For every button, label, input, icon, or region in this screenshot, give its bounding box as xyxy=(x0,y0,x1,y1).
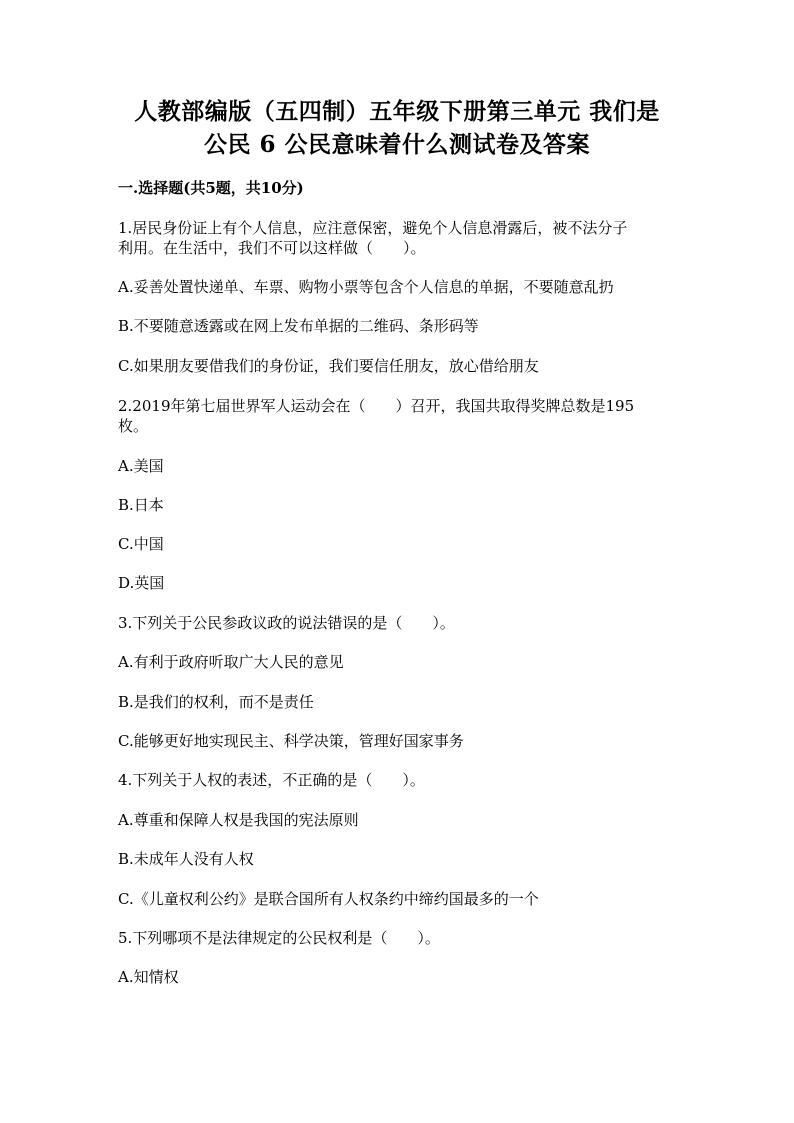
question-1-option-b: B.不要随意透露或在网上发布单据的二维码、条形码等 xyxy=(118,317,479,335)
question-3-option-b: B.是我们的权利，而不是责任 xyxy=(118,693,314,711)
document-title-line-1: 人教部编版（五四制）五年级下册第三单元 我们是 xyxy=(134,98,660,125)
question-2-option-b: B.日本 xyxy=(118,496,164,514)
question-4-option-a: A.尊重和保障人权是我国的宪法原则 xyxy=(118,811,359,829)
question-2-stem-line-2: 枚。 xyxy=(118,417,149,435)
question-2-option-a: A.美国 xyxy=(118,457,164,475)
question-3-option-a: A.有利于政府听取广大人民的意见 xyxy=(118,653,344,671)
question-2-stem-line-1: 2.2019年第七届世界军人运动会在（ ）召开，我国共取得奖牌总数是195 xyxy=(118,397,635,415)
question-1-option-a: A.妥善处置快递单、车票、购物小票等包含个人信息的单据，不要随意乱扔 xyxy=(118,278,614,296)
question-4-option-b: B.未成年人没有人权 xyxy=(118,850,254,868)
question-3-option-c: C.能够更好地实现民主、科学决策，管理好国家事务 xyxy=(118,732,464,750)
section-heading: 一.选择题(共5题，共10分) xyxy=(118,179,304,197)
question-1-stem-line-2: 利用。在生活中，我们不可以这样做（ ）。 xyxy=(118,239,426,257)
question-1-stem-line-1: 1.居民身份证上有个人信息，应注意保密，避免个人信息滑露后，被不法分子 xyxy=(118,219,628,237)
question-4-option-c: C.《儿童权利公约》是联合国所有人权条约中缔约国最多的一个 xyxy=(118,890,539,908)
question-2-option-d: D.英国 xyxy=(118,574,165,592)
question-3-stem: 3.下列关于公民参政议政的说法错误的是（ ）。 xyxy=(118,614,455,632)
question-5-stem: 5.下列哪项不是法律规定的公民权利是（ ）。 xyxy=(118,929,440,947)
question-4-stem: 4.下列关于人权的表述，不正确的是（ ）。 xyxy=(118,771,425,789)
question-1-option-c: C.如果朋友要借我们的身份证，我们要信任朋友，放心借给朋友 xyxy=(118,357,539,375)
document-title-line-2: 公民 6 公民意味着什么测试卷及答案 xyxy=(203,131,591,158)
question-5-option-a: A.知情权 xyxy=(118,968,179,986)
question-2-option-c: C.中国 xyxy=(118,535,164,553)
